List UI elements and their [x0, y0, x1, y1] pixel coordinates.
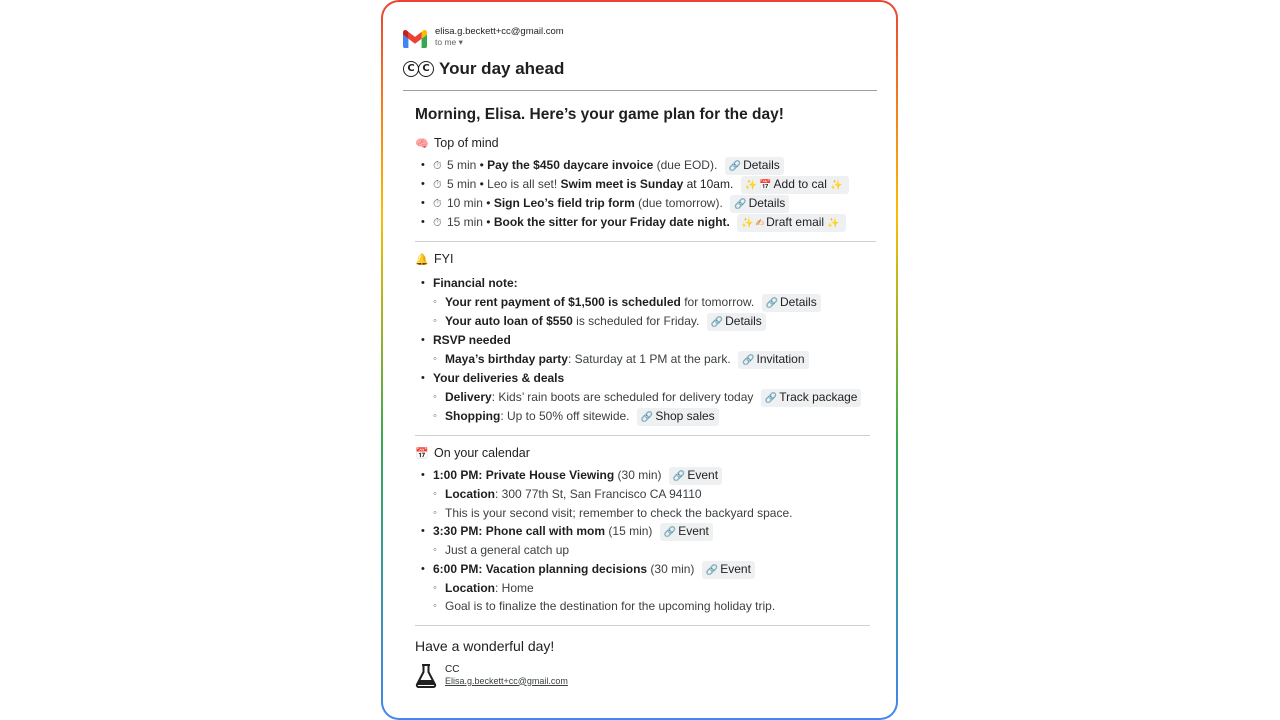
- list-item: ◦ Shopping: Up to 50% off sitewide. 🔗 Shop sales: [433, 407, 880, 426]
- timer-icon: ⏱: [433, 159, 442, 172]
- divider: [403, 90, 877, 91]
- sparkle-icon: ✨: [830, 180, 843, 191]
- invitation-link[interactable]: 🔗 Invitation: [738, 351, 808, 369]
- divider: [415, 625, 870, 626]
- list-item: • 6:00 PM: Vacation planning decisions (30 min) 🔗 Event ◦ Location: Home ◦ Goal is to finalize the destination for the upcoming holiday trip.: [415, 560, 880, 616]
- sparkle-icon: ✨: [827, 218, 840, 229]
- cc-logo-icon: [403, 61, 433, 77]
- link-icon: 🔗: [734, 199, 747, 210]
- link-icon: 🔗: [764, 393, 778, 404]
- list-item: • RSVP needed ◦ Maya’s birthday party: Saturday at 1 PM at the park. 🔗 Invitation: [415, 331, 880, 369]
- signature: [415, 664, 880, 688]
- sparkle-icon: ✨: [741, 218, 754, 229]
- divider: [415, 241, 876, 242]
- timer-icon: ⏱: [433, 178, 442, 191]
- list-item: ◦ Your auto loan of $550 is scheduled for Friday. 🔗 Details: [433, 312, 880, 331]
- draft-email-button[interactable]: ✨ ✍ Draft email ✨: [737, 214, 846, 232]
- cc-logo-letter: C: [418, 61, 434, 77]
- sender-info: [435, 26, 564, 47]
- link-icon: 🔗: [705, 564, 719, 576]
- pencil-icon: ✍: [755, 218, 765, 229]
- list-item: • Your deliveries & deals ◦ Delivery: Kids’ rain boots are scheduled for delivery today 🔗 Track package ◦ Shopping: Up to 50% off sitewide. 🔗 Shop sales: [415, 369, 880, 426]
- list-item: ◦ Maya’s birthday party: Saturday at 1 PM at the park. 🔗 Invitation: [433, 350, 880, 369]
- list-item: • ⏱ 10 min • Sign Leo’s field trip form (due tomorrow). 🔗 Details: [415, 194, 880, 213]
- email-body: [415, 106, 880, 688]
- list-item: • ⏱ 5 min • Pay the $450 daycare invoice (due EOD). 🔗 Details: [415, 156, 880, 175]
- list-item: • Financial note: ◦ Your rent payment of $1,500 is scheduled for tomorrow. 🔗 Details ◦ Your auto loan of $550 is scheduled for Friday. 🔗 Details: [415, 274, 880, 331]
- event-link[interactable]: 🔗 Event: [660, 523, 713, 541]
- calendar-list: [415, 466, 880, 616]
- list-item: • ⏱ 5 min • Leo is all set! Swim meet is Sunday at 10am. ✨ 📅 Add to cal ✨: [415, 175, 880, 194]
- list-item: ◦ Delivery: Kids’ rain boots are scheduled for delivery today 🔗 Track package: [433, 388, 880, 407]
- list-item: ◦ This is your second visit; remember to check the backyard space.: [433, 504, 880, 523]
- event-link[interactable]: 🔗 Event: [702, 561, 755, 579]
- details-link[interactable]: 🔗 Details: [730, 195, 789, 213]
- calendar-icon: 📅: [415, 447, 429, 460]
- link-icon: 🔗: [663, 527, 677, 538]
- event-link[interactable]: 🔗 Event: [669, 467, 722, 485]
- calendar-icon: 📅: [759, 180, 772, 191]
- track-package-link[interactable]: 🔗 Track package: [761, 389, 862, 407]
- signature-email-link[interactable]: Elisa.g.beckett+cc@gmail.com: [445, 675, 568, 686]
- link-icon: 🔗: [640, 412, 654, 423]
- section-title-top-of-mind: 🧠 Top of mind: [415, 136, 499, 150]
- top-of-mind-list: [415, 156, 880, 232]
- link-icon: 🔗: [742, 355, 755, 366]
- add-to-cal-button[interactable]: ✨ 📅 Add to cal ✨: [741, 176, 849, 194]
- details-link[interactable]: 🔗 Details: [762, 294, 821, 312]
- timer-icon: ⏱: [433, 216, 442, 229]
- list-item: • 1:00 PM: Private House Viewing (30 min) 🔗 Event ◦ Location: 300 77th St, San Francisco CA 94110 ◦ This is your second visit; remember to check the backyard space.: [415, 466, 880, 522]
- list-item: • 3:30 PM: Phone call with mom (15 min) 🔗 Event ◦ Just a general catch up: [415, 522, 880, 560]
- email-header: [403, 26, 564, 49]
- list-item: • ⏱ 15 min • Book the sitter for your Friday date night. ✨ ✍ Draft email ✨: [415, 213, 880, 232]
- details-link[interactable]: 🔗 Details: [725, 157, 784, 175]
- sender-email: elisa.g.beckett+cc@gmail.com: [435, 26, 564, 37]
- gmail-logo-icon: [403, 29, 427, 49]
- link-icon: 🔗: [672, 471, 686, 482]
- subject-row: [403, 59, 564, 79]
- email-card: [383, 2, 896, 718]
- signature-name: CC: [445, 663, 460, 675]
- timer-icon: ⏱: [433, 197, 442, 210]
- email-subject: Your day ahead: [439, 59, 565, 78]
- list-item: ◦ Location: Home: [433, 579, 880, 598]
- details-link[interactable]: 🔗 Details: [707, 313, 766, 331]
- section-title-calendar: 📅 On your calendar: [415, 446, 530, 460]
- section-title-fyi: 🔔 FYI: [415, 252, 454, 266]
- closing-text: Have a wonderful day!: [415, 637, 555, 654]
- sparkle-icon: ✨: [744, 180, 758, 191]
- flask-icon: [415, 664, 437, 688]
- divider: [415, 435, 870, 436]
- list-item: ◦ Just a general catch up: [433, 541, 880, 560]
- cc-logo-letter: C: [403, 61, 419, 77]
- brain-icon: 🧠: [415, 137, 429, 150]
- bell-icon: 🔔: [415, 253, 429, 266]
- fyi-list: [415, 274, 880, 426]
- list-item: ◦ Goal is to finalize the destination for the upcoming holiday trip.: [433, 597, 880, 616]
- greeting: Morning, Elisa. Here’s your game plan for the day!: [415, 106, 784, 123]
- shop-sales-link[interactable]: 🔗 Shop sales: [637, 408, 719, 426]
- link-icon: 🔗: [765, 298, 779, 309]
- link-icon: 🔗: [728, 161, 742, 172]
- list-item: ◦ Your rent payment of $1,500 is scheduled for tomorrow. 🔗 Details: [433, 293, 880, 312]
- list-item: ◦ Location: 300 77th St, San Francisco CA 94110: [433, 485, 880, 504]
- recipient-dropdown[interactable]: to me ▾: [435, 37, 463, 47]
- link-icon: 🔗: [710, 317, 724, 328]
- email-card-frame: [381, 0, 898, 720]
